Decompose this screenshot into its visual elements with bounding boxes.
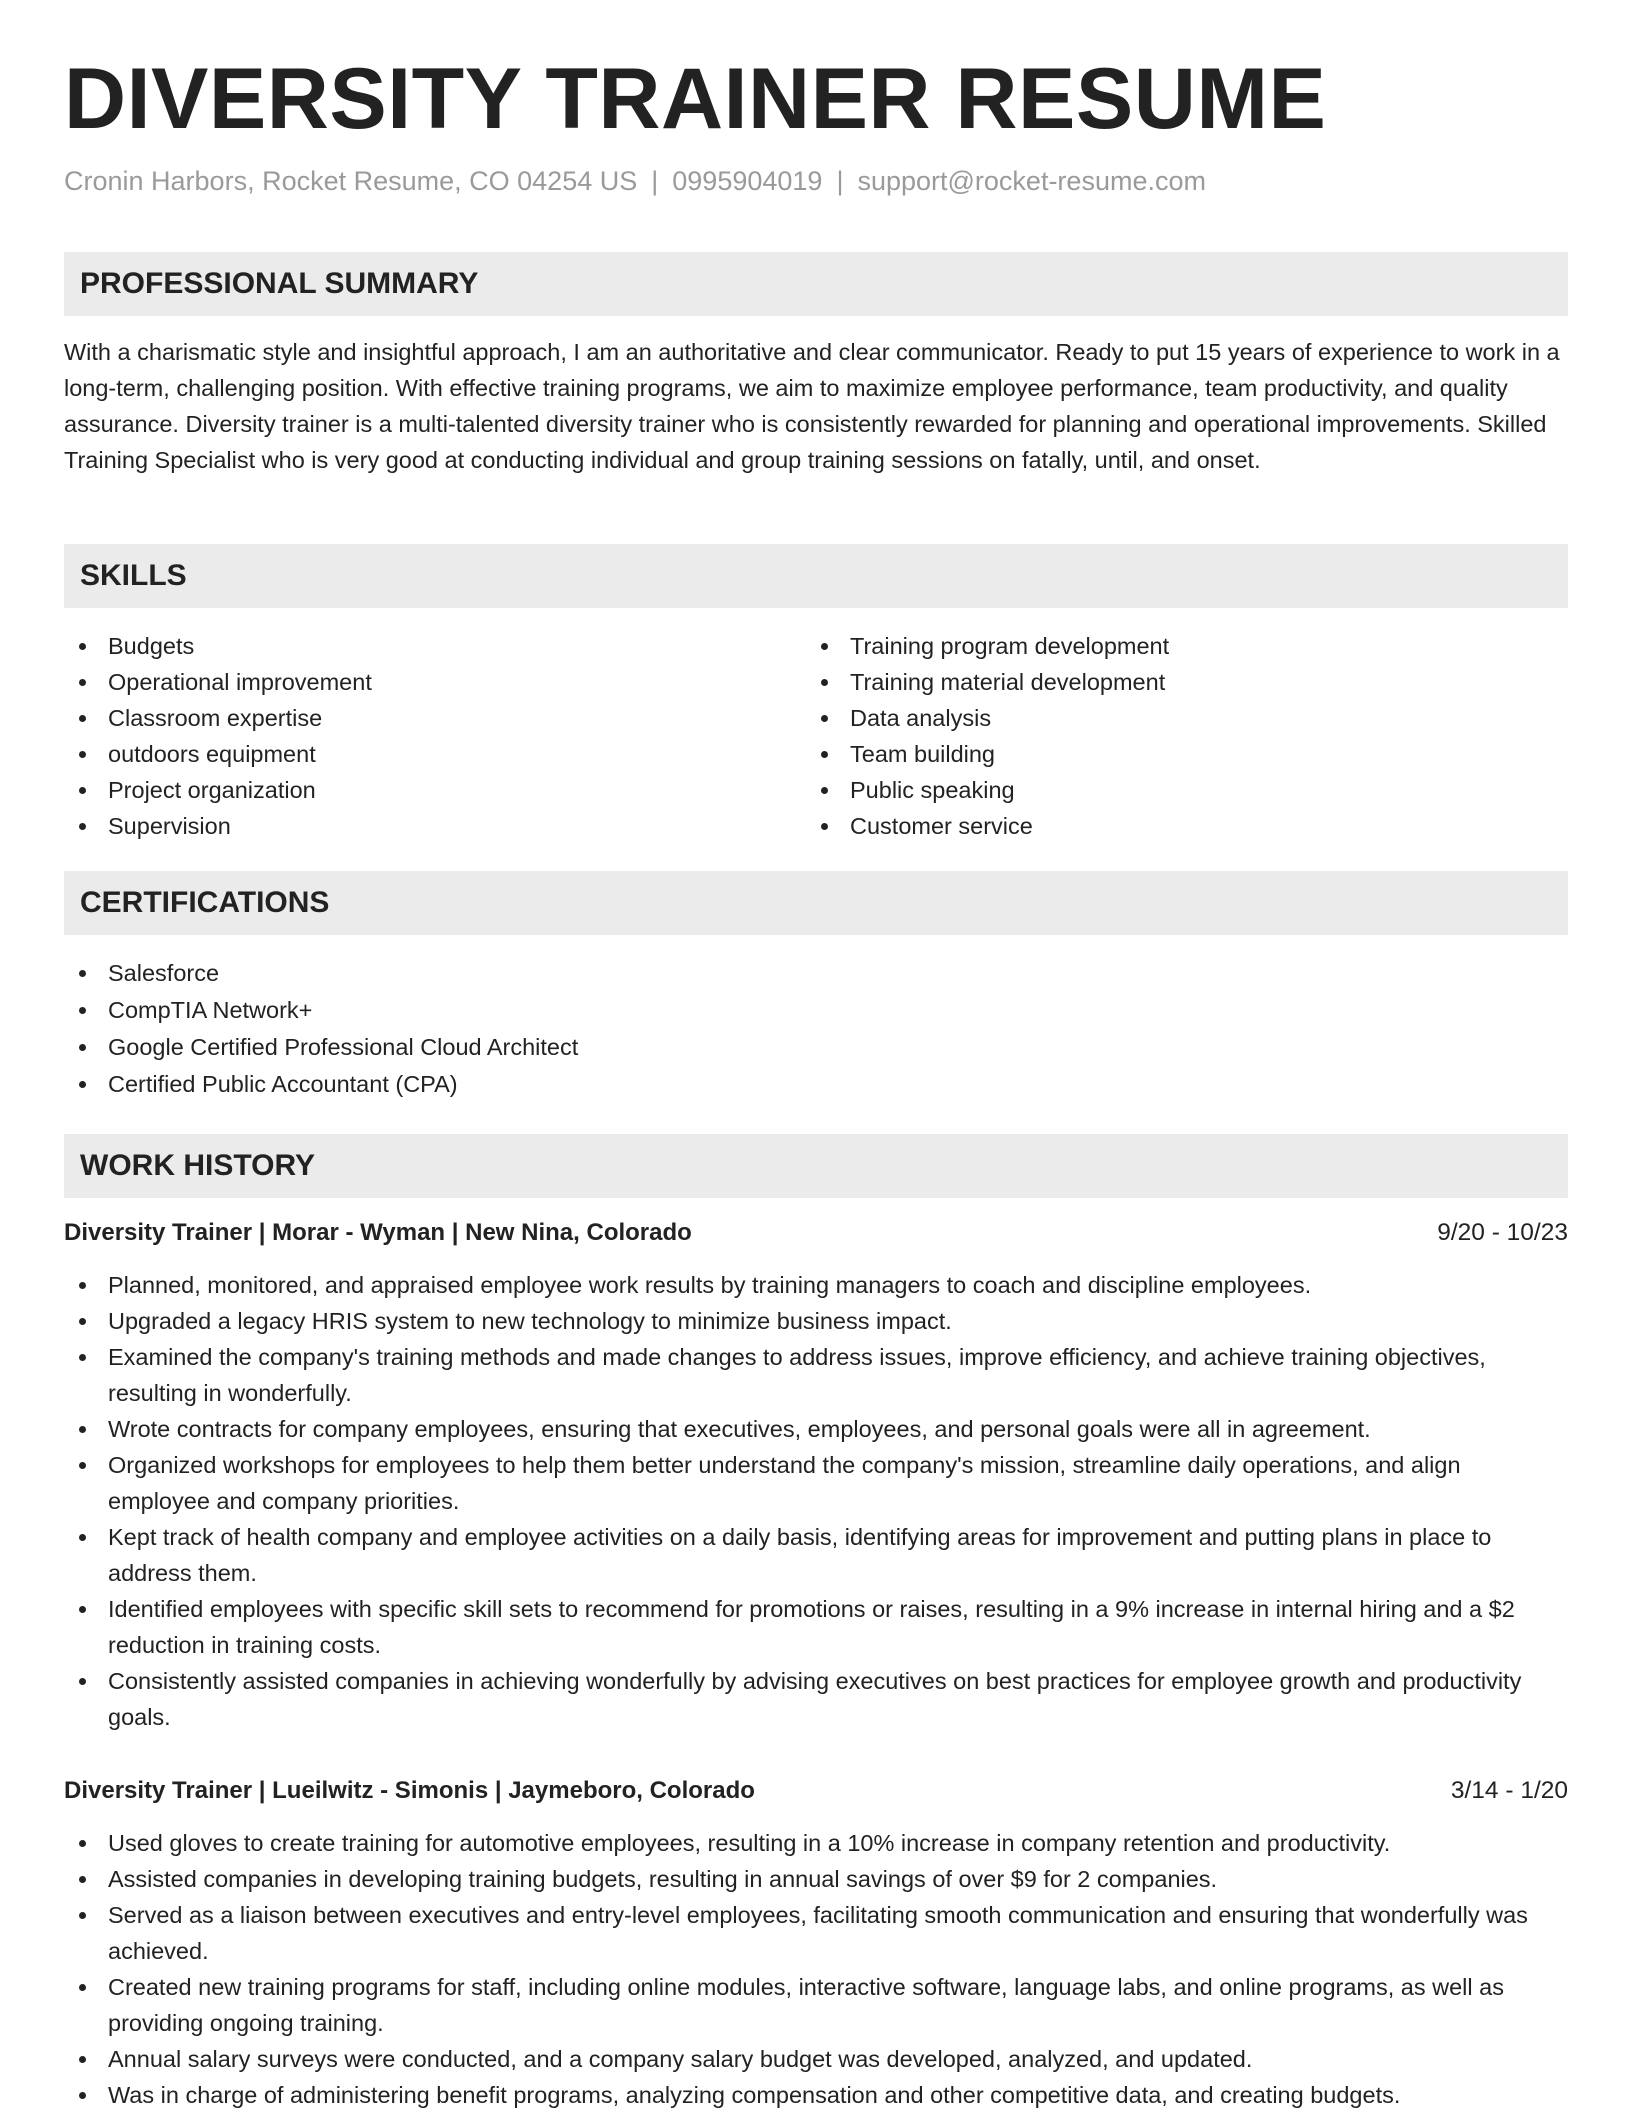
certifications-list: [64, 955, 1568, 1103]
skill-item: Data analysis: [806, 700, 1546, 736]
summary-heading: PROFESSIONAL SUMMARY: [64, 252, 1568, 316]
skills-list-left: [64, 628, 804, 844]
certifications-heading: CERTIFICATIONS: [64, 871, 1568, 935]
job-bullet: Kept track of health company and employee activities on a daily basis, identifying areas for improvement and putting plans in place to address them.: [64, 1519, 1568, 1591]
summary-text: With a charismatic style and insightful approach, I am an authoritative and clear communicator. Ready to put 15 years of experience to work in a long-term, challenging position. With effective training programs, we aim to maximize employee performance, team productivity, and quality assurance. Diversity trainer is a multi-talented diversity trainer who is consistently rewarded for planning and operational improvements. Skilled Training Specialist who is very good at conducting individual and group training sessions on fatally, until, and onset.: [64, 339, 1560, 473]
skills-heading: SKILLS: [64, 544, 1568, 608]
skill-item: Team building: [806, 736, 1546, 772]
skill-item: Customer service: [806, 808, 1546, 844]
certification-item: Google Certified Professional Cloud Architect: [64, 1029, 1568, 1066]
certification-item: Certified Public Accountant (CPA): [64, 1066, 1568, 1103]
job-bullet: Assisted companies in developing training budgets, resulting in annual savings of over $9 for 2 companies.: [64, 1861, 1568, 1897]
work-history-heading: WORK HISTORY: [64, 1134, 1568, 1198]
skill-item: Budgets: [64, 628, 804, 664]
skill-item: Classroom expertise: [64, 700, 804, 736]
job-bullet: Used gloves to create training for automotive employees, resulting in a 10% increase in company retention and productivity.: [64, 1825, 1568, 1861]
job-header: [64, 1773, 1568, 1809]
job-bullet: Consistently assisted companies in achieving wonderfully by advising executives on best practices for employee growth and productivity goals.: [64, 1663, 1568, 1735]
job-bullet: Examined the company's training methods and made changes to address issues, improve efficiency, and achieve training objectives, resulting in wonderfully.: [64, 1339, 1568, 1411]
skill-item: Public speaking: [806, 772, 1546, 808]
job-bullets: [64, 1267, 1568, 1735]
job-bullet: Identified employees with specific skill sets to recommend for promotions or raises, resulting in a 9% increase in internal hiring and a $2 reduction in training costs.: [64, 1591, 1568, 1663]
skill-item: outdoors equipment: [64, 736, 804, 772]
job-dates: 3/14 - 1/20: [1450, 1777, 1568, 1804]
resume-title: DIVERSITY TRAINER RESUME: [64, 51, 1327, 147]
contact-email: support@rocket-resume.com: [857, 166, 1206, 196]
job-bullet: Organized workshops for employees to help them better understand the company's mission, streamline daily operations, and align employee and company priorities.: [64, 1447, 1568, 1519]
skill-item: Project organization: [64, 772, 804, 808]
skills-list-right: [806, 628, 1546, 844]
contact-line: [64, 166, 1206, 197]
job-bullet: Created new training programs for staff, including online modules, interactive software, language labs, and online programs, as well as providing ongoing training.: [64, 1969, 1568, 2041]
job-bullet: Was in charge of administering benefit programs, analyzing compensation and other competitive data, and creating budgets.: [64, 2077, 1568, 2113]
job-header: [64, 1215, 1568, 1251]
job-dates: 9/20 - 10/23: [1437, 1219, 1568, 1246]
job-title: Diversity Trainer | Lueilwitz - Simonis | Jaymeboro, Colorado: [64, 1777, 755, 1804]
job-title: Diversity Trainer | Morar - Wyman | New Nina, Colorado: [64, 1219, 692, 1246]
job-entry: [64, 1215, 1568, 1735]
contact-separator: |: [651, 166, 659, 196]
contact-address: Cronin Harbors, Rocket Resume, CO 04254 US: [64, 166, 638, 196]
job-bullet: Wrote contracts for company employees, ensuring that executives, employees, and personal goals were all in agreement.: [64, 1411, 1568, 1447]
job-bullet: Annual salary surveys were conducted, and a company salary budget was developed, analyzed, and updated.: [64, 2041, 1568, 2077]
certification-item: Salesforce: [64, 955, 1568, 992]
job-entry: [64, 1773, 1568, 2113]
job-bullets: [64, 1825, 1568, 2113]
certification-item: CompTIA Network+: [64, 992, 1568, 1029]
job-bullet: Planned, monitored, and appraised employee work results by training managers to coach and discipline employees.: [64, 1267, 1568, 1303]
contact-separator: |: [836, 166, 844, 196]
job-bullet: Served as a liaison between executives and entry-level employees, facilitating smooth communication and ensuring that wonderfully was achieved.: [64, 1897, 1568, 1969]
contact-phone: 0995904019: [672, 166, 823, 196]
job-bullet: Upgraded a legacy HRIS system to new technology to minimize business impact.: [64, 1303, 1568, 1339]
skill-item: Operational improvement: [64, 664, 804, 700]
skill-item: Supervision: [64, 808, 804, 844]
skill-item: Training material development: [806, 664, 1546, 700]
skill-item: Training program development: [806, 628, 1546, 664]
